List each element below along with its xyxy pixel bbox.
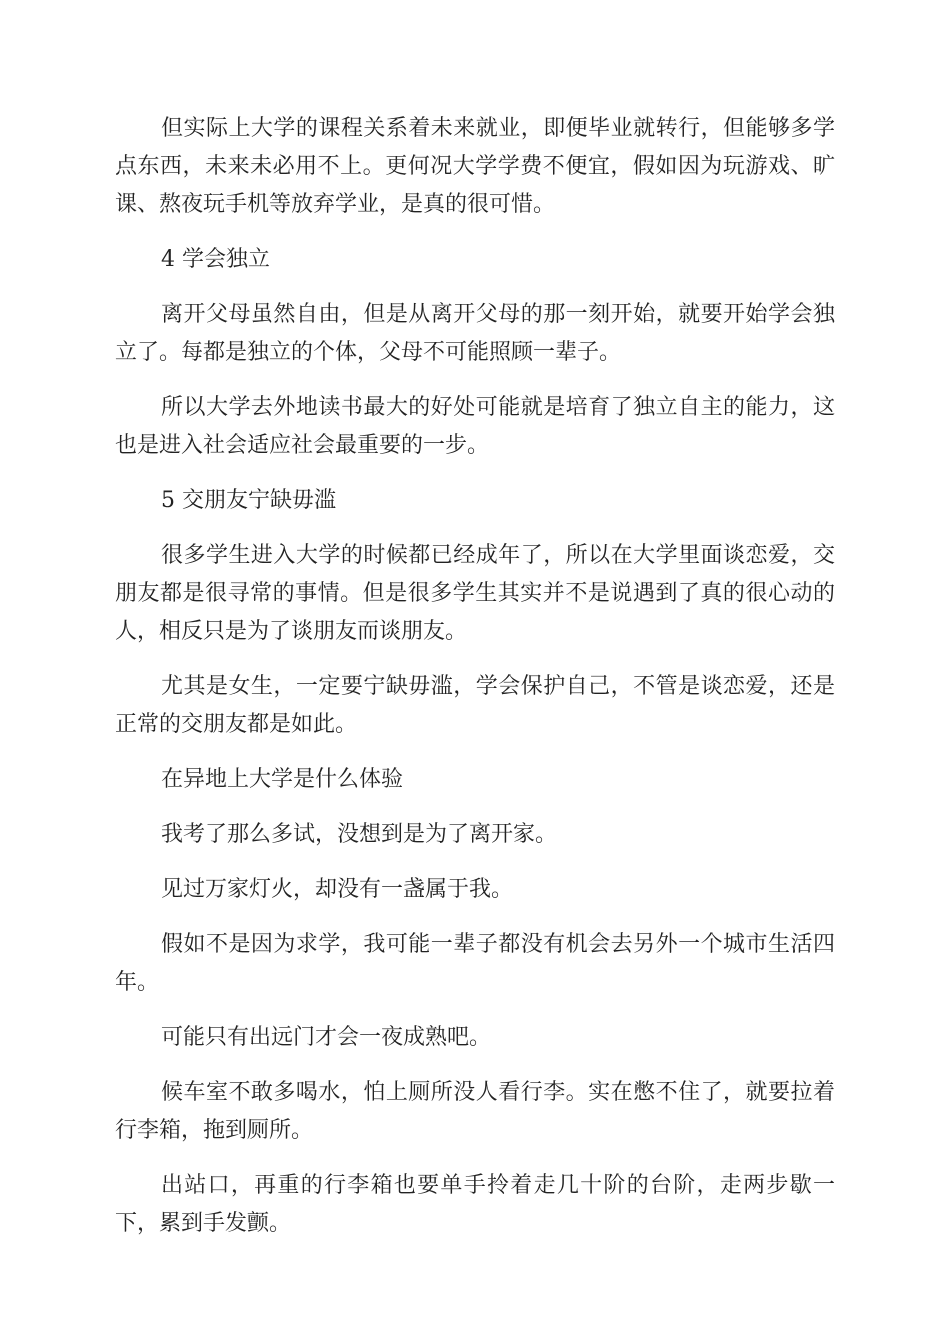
paragraph: 候车室不敢多喝水，怕上厕所没人看行李。实在憋不住了，就要拉着行李箱，拖到厕所。 xyxy=(115,1080,835,1143)
section-heading: 4 学会独立 xyxy=(161,247,270,272)
section-heading: 在异地上大学是什么体验 xyxy=(161,767,404,792)
paragraph: 尤其是女生，一定要宁缺毋滥，学会保护自己，不管是谈恋爱，还是正常的交朋友都是如此。 xyxy=(115,674,835,737)
paragraph: 可能只有出远门才会一夜成熟吧。 xyxy=(161,1025,492,1050)
paragraph: 见过万家灯火，却没有一盏属于我。 xyxy=(161,877,514,902)
paragraph: 我考了那么多试，没想到是为了离开家。 xyxy=(161,822,558,847)
paragraph: 所以大学去外地读书最大的好处可能就是培育了独立自主的能力，这也是进入社会适应社会最重要的一步。 xyxy=(115,395,835,458)
paragraph: 很多学生进入大学的时候都已经成年了，所以在大学里面谈恋爱，交朋友都是很寻常的事情。但是很多学生其实并不是说遇到了真的很心动的人，相反只是为了谈朋友而谈朋友。 xyxy=(115,543,835,644)
section-heading: 5 交朋友宁缺毋滥 xyxy=(161,488,336,513)
document-page xyxy=(115,110,835,1260)
paragraph: 假如不是因为求学，我可能一辈子都没有机会去另外一个城市生活四年。 xyxy=(115,932,835,995)
paragraph: 但实际上大学的课程关系着未来就业，即便毕业就转行，但能够多学点东西，未来未必用不上。更何况大学学费不便宜，假如因为玩游戏、旷课、熬夜玩手机等放弃学业，是真的很可惜。 xyxy=(115,116,835,217)
paragraph: 出站口，再重的行李箱也要单手拎着走几十阶的台阶，走两步歇一下，累到手发颤。 xyxy=(115,1173,835,1236)
paragraph: 离开父母虽然自由，但是从离开父母的那一刻开始，就要开始学会独立了。每都是独立的个体，父母不可能照顾一辈子。 xyxy=(115,302,835,365)
